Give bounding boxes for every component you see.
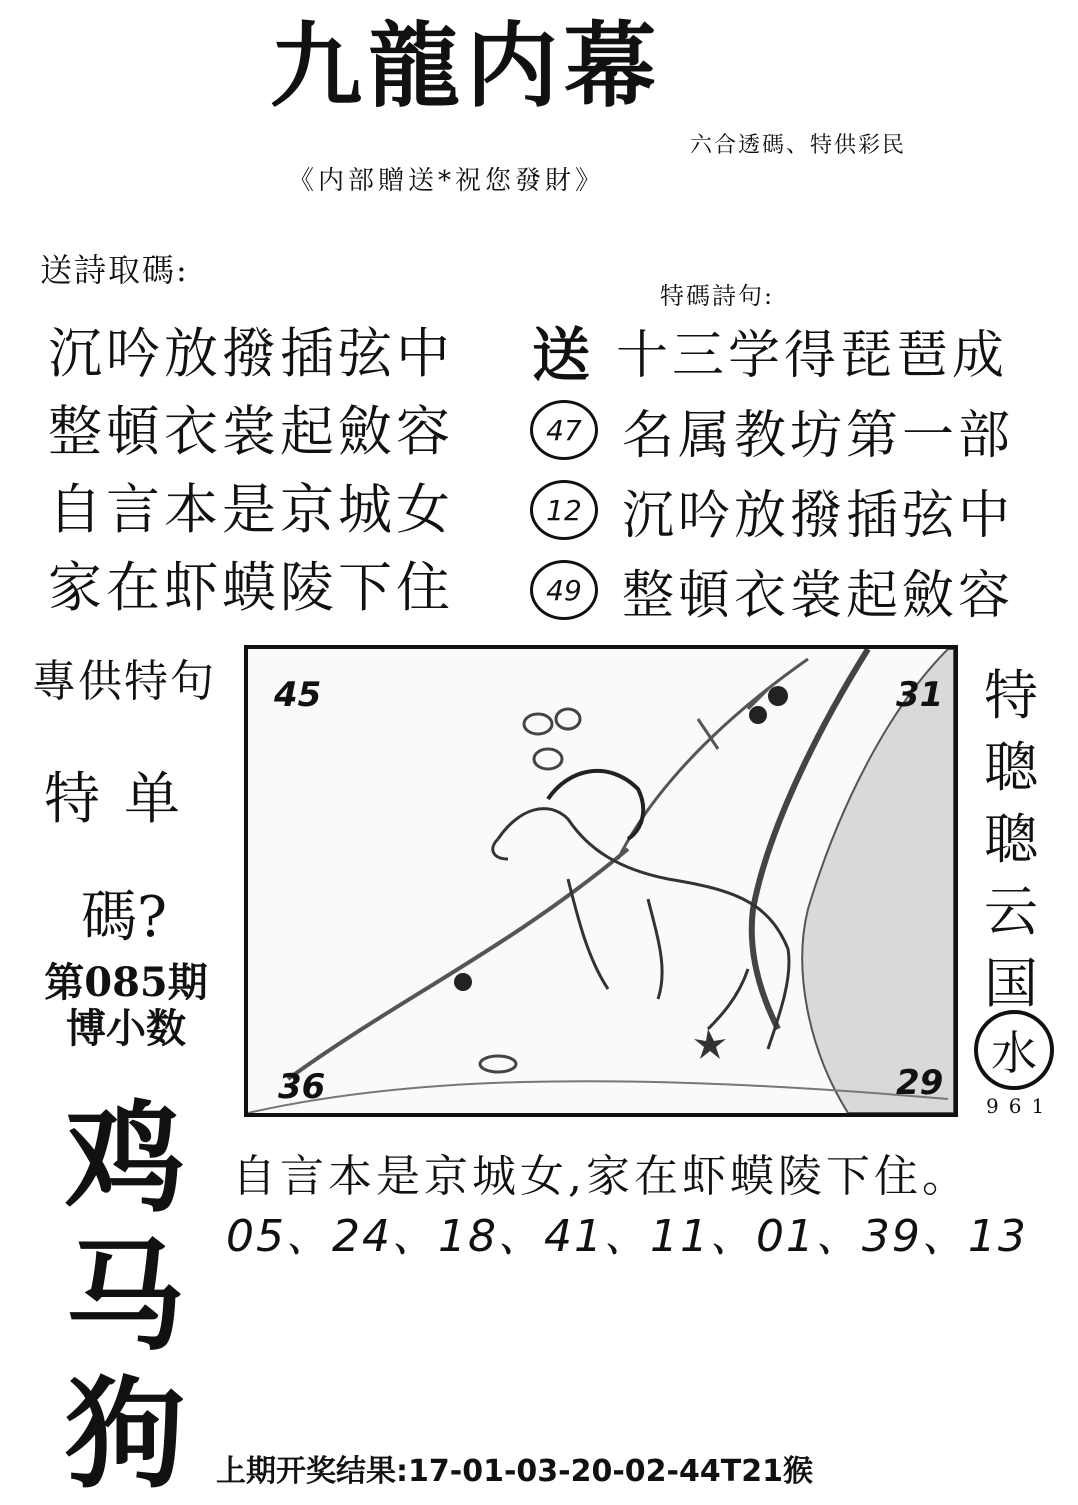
corner-number: 31 <box>896 675 944 715</box>
circled-number: 12 <box>530 480 598 540</box>
special-phrase: 專供特句 <box>32 656 216 707</box>
animal-char: 马 <box>65 1226 185 1367</box>
code-label: 碼? <box>80 885 168 950</box>
single-label: 特单 <box>44 767 204 832</box>
tagline: 《内部贈送*祝您發財》 <box>288 166 606 196</box>
special-text: 名属教坊第一部 <box>622 405 1015 466</box>
animal-char: 鸡 <box>65 1088 185 1229</box>
special-row <box>530 310 1014 390</box>
page-title: 九龍内幕 <box>270 12 663 120</box>
special-text: 沉吟放撥插弦中 <box>622 485 1015 546</box>
corner-number: 29 <box>896 1063 944 1103</box>
special-heading: 特碼詩句: <box>660 282 775 310</box>
circled-number: 47 <box>530 400 598 460</box>
corner-number: 45 <box>274 675 322 715</box>
right-char: 国 <box>984 952 1038 1015</box>
illustration-panel <box>244 645 958 1117</box>
right-char: 聰 <box>984 808 1038 871</box>
left-panel <box>24 645 224 953</box>
poem-line: 家在虾蟆陵下住 <box>48 556 454 619</box>
right-char: 云 <box>984 880 1038 943</box>
special-text: 十三学得琵琶成 <box>616 325 1009 386</box>
corner-number: 36 <box>278 1067 326 1107</box>
issue-label: 博小数 <box>66 1005 186 1052</box>
special-poem-block <box>530 310 1014 630</box>
poem-line: 整頓衣裳起斂容 <box>48 400 454 463</box>
special-mark: 送 <box>531 321 590 389</box>
poem-heading: 送詩取碼: <box>40 251 189 289</box>
number-list: 05、24、18、41、11、01、39、13 <box>226 1211 1028 1262</box>
poem-line: 沉吟放撥插弦中 <box>48 322 454 385</box>
special-row <box>530 390 1014 470</box>
last-result: 上期开奖结果:17-01-03-20-02-44T21猴 <box>216 1454 813 1489</box>
issue-number: 第085期 <box>44 959 208 1006</box>
special-row <box>530 470 1014 550</box>
right-char: 特 <box>984 664 1038 727</box>
small-number: 961 <box>986 1094 1055 1118</box>
poem-line: 自言本是京城女 <box>48 478 454 541</box>
special-text: 整頓衣裳起斂容 <box>622 565 1015 626</box>
right-char: 聰 <box>984 736 1038 799</box>
animal-list <box>40 1090 210 1504</box>
subtitle: 六合透碼、特供彩民 <box>690 133 907 158</box>
bottom-poem-line: 自言本是京城女,家在虾蟆陵下住。 <box>232 1151 970 1202</box>
special-row <box>530 550 1014 630</box>
issue-block <box>36 960 216 1052</box>
circled-number: 49 <box>530 560 598 620</box>
right-panel <box>976 660 1046 1020</box>
poem-left-block <box>48 315 454 627</box>
element-circle: 水 <box>974 1010 1054 1090</box>
animal-char: 狗 <box>65 1364 185 1505</box>
goat-illustration <box>248 649 954 1113</box>
